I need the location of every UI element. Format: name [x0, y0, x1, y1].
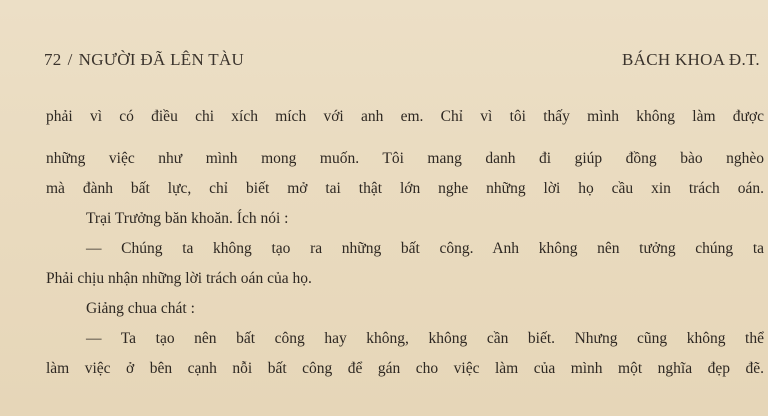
- text-line: Phải chịu nhận những lời trách oán của họ.: [46, 270, 312, 287]
- text-line: làm việc ở bên cạnh nỗi bất công để gán cho việc làm của mình một nghĩa đẹp đẽ.: [46, 360, 764, 377]
- text-line: — Ta tạo nên bất công hay không, không cần biết. Nhưng cũng không thể: [86, 330, 764, 347]
- text-line: — Chúng ta không tạo ra những bất công. Anh không nên tưởng chúng ta: [86, 240, 764, 257]
- header-left: [44, 50, 244, 70]
- page-number: 72: [44, 50, 62, 69]
- header-separator: /: [67, 50, 73, 69]
- text-line: những việc như mình mong muốn. Tôi mang danh đi giúp đồng bào nghèo: [46, 150, 764, 167]
- text-line: phải vì có điều chi xích mích với anh em. Chỉ vì tôi thấy mình không làm được: [46, 108, 764, 125]
- body-text: [46, 102, 764, 384]
- running-header: [44, 50, 760, 74]
- chapter-title: NGƯỜI ĐÃ LÊN TÀU: [78, 50, 245, 69]
- text-line: mà đành bất lực, chỉ biết mở tai thật lớn nghe những lời họ cầu xin trách oán.: [46, 180, 764, 197]
- publication-title: BÁCH KHOA Đ.T.: [621, 50, 760, 69]
- text-line: Trại Trưởng băn khoăn. Ích nói :: [86, 210, 289, 227]
- text-line: Giảng chua chát :: [86, 300, 195, 317]
